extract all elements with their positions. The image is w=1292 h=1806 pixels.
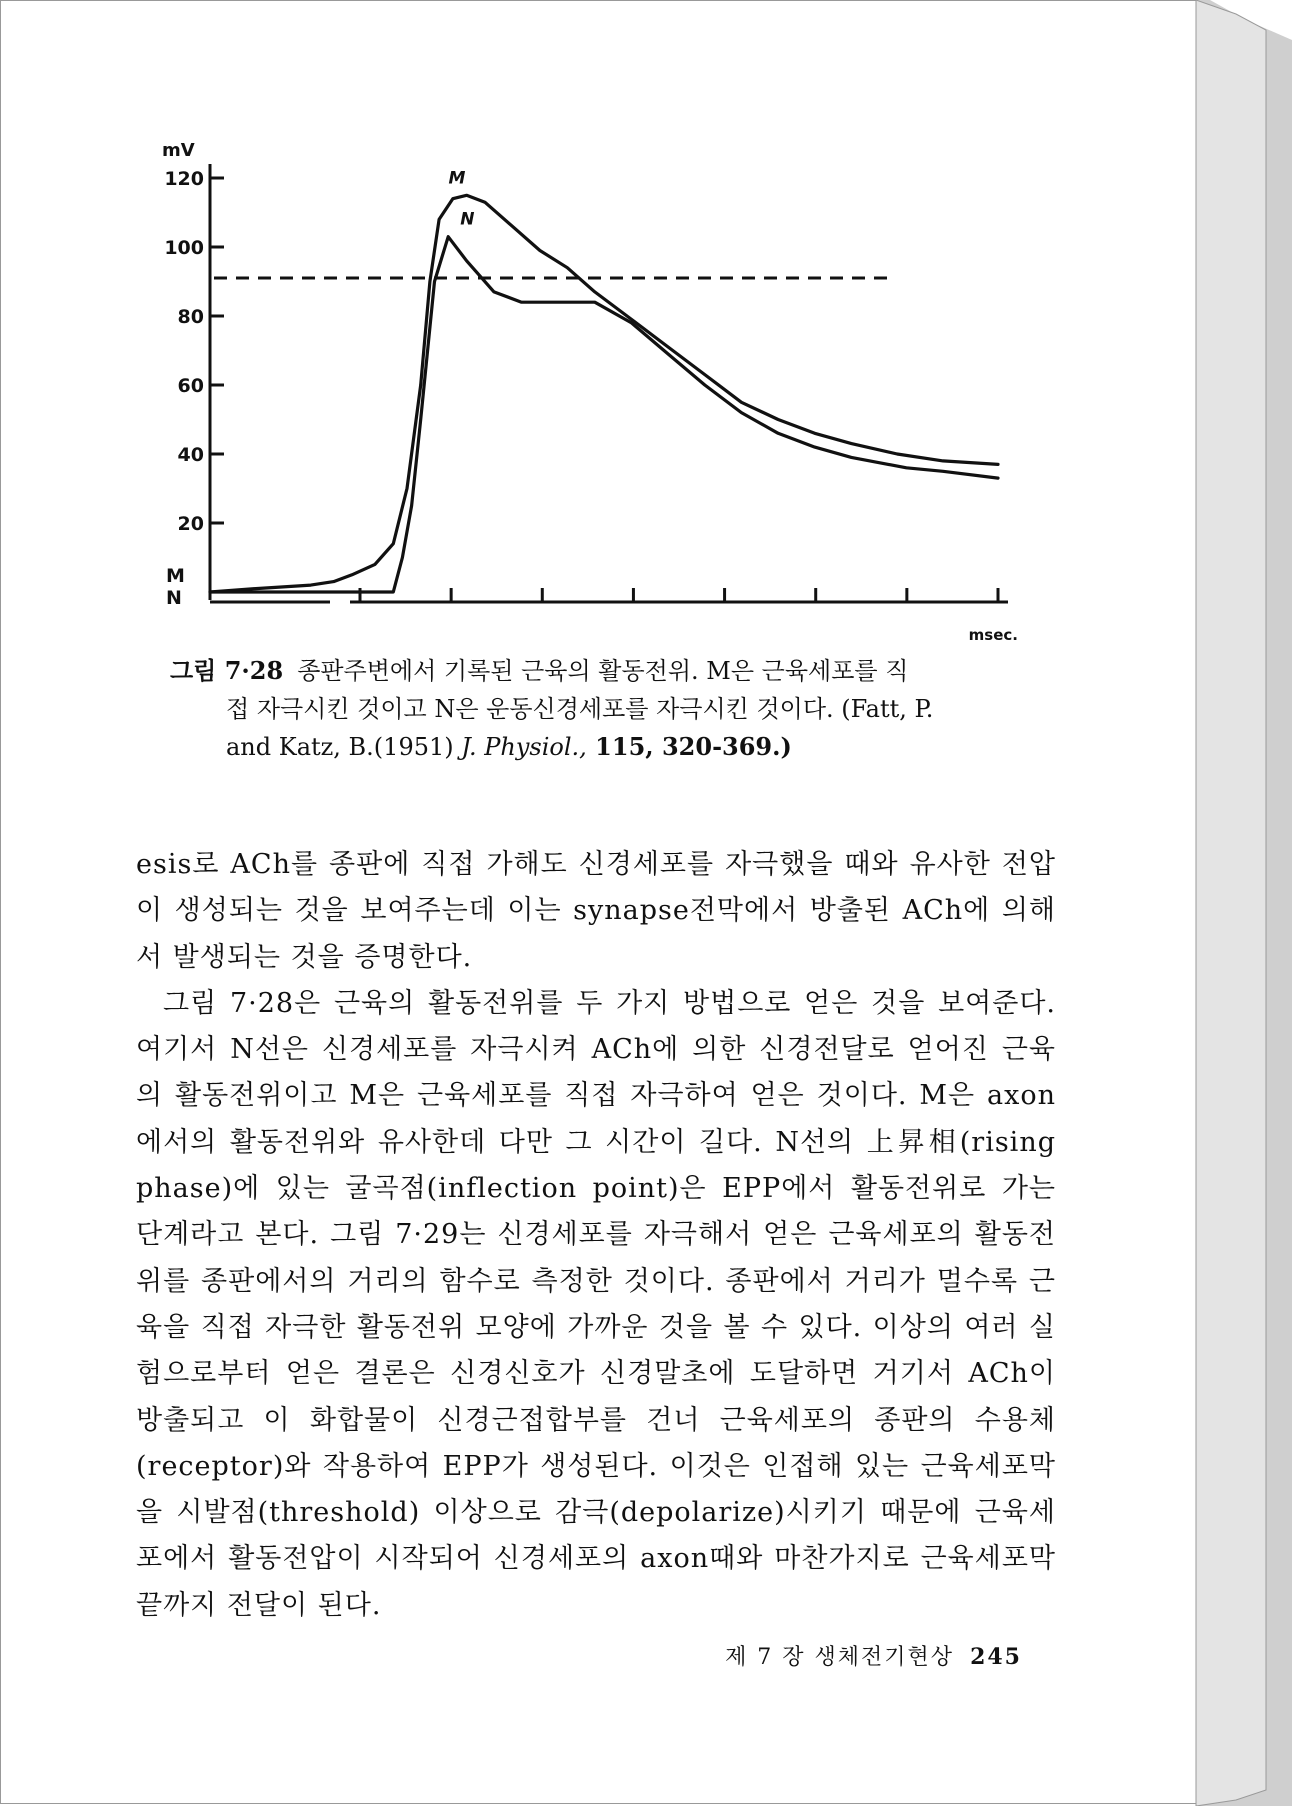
- caption-line-2: 접 자극시킨 것이고 N은 운동신경세포를 자극시킨 것이다. (Fatt, P.: [226, 695, 934, 723]
- page-footer: [725, 1640, 1022, 1671]
- series-label-m: M: [448, 168, 466, 189]
- series-label-n: N: [460, 209, 475, 230]
- y-tick-label: 60: [177, 375, 204, 397]
- baseline-label-n: N: [166, 587, 182, 609]
- series-line-n: [210, 237, 998, 592]
- action-potential-chart: [150, 130, 1018, 650]
- paragraph: esis로 ACh를 종판에 직접 가해도 신경세포를 자극했을 때와 유사한 전압이 생성되는 것을 보여주는데 이는 synapse전막에서 방출된 ACh에 의해서 발생되는 것을 증명한다.: [136, 849, 1056, 973]
- series-line-m: [210, 195, 998, 592]
- y-tick-label: 120: [164, 168, 204, 190]
- caption-citation: and Katz, B.(1951): [226, 733, 462, 761]
- x-axis-label: msec.: [968, 626, 1018, 644]
- journal-volume: 115, 320-369.): [586, 732, 792, 761]
- paragraph: 그림 7·28은 근육의 활동전위를 두 가지 방법으로 얻은 것을 보여준다. 여기서 N선은 신경세포를 자극시켜 ACh에 의한 신경전달로 얻어진 근육의 활동전위이고 M은 근육세포를 직접 자극하여 얻은 것이다. M은 axon에서의 활동전위와 유사한데 다만 그 시간이 길다. N선의 上昇相(rising phase)에 있는 굴곡점(inflection point)은 EPP에서 활동전위로 가는 단계라고 본다. 그림 7·29는 신경세포를 자극해서 얻은 근육세포의 활동전위를 종판에서의 거리의 함수로 측정한 것이다. 종판에서 거리가 멀수록 근육을 직접 자극한 활동전위 모양에 가까운 것을 볼 수 있다. 이상의 여러 실험으로부터 얻은 결론은 신경신호가 신경말초에 도달하면 거기서 ACh이 방출되고 이 화합물이 신경근접합부를 건너 근육세포의 종판의 수용체(receptor)와 작용하여 EPP가 생성된다. 이것은 인접해 있는 근육세포막을 시발점(threshold) 이상으로 감극(depolarize)시키기 때문에 근육세포에서 활동전압이 시작되어 신경세포의 axon때와 마찬가지로 근육세포막 끝까지 전달이 된다.: [136, 987, 1056, 1621]
- y-tick-label: 100: [164, 237, 204, 259]
- figure-caption: [170, 652, 1020, 766]
- page-edge: [1196, 0, 1292, 1806]
- y-axis-label: mV: [162, 140, 195, 161]
- baseline-label-m: M: [166, 565, 185, 587]
- y-tick-label: 20: [177, 513, 204, 535]
- chapter-title: 제 7 장 생체전기현상: [725, 1645, 955, 1670]
- journal-name: J. Physiol.,: [461, 733, 587, 761]
- caption-line-3: [170, 728, 1020, 766]
- y-tick-label: 80: [177, 306, 204, 328]
- figure-label: 그림 7·28: [170, 656, 284, 685]
- caption-line-1: 종판주변에서 기록된 근육의 활동전위. M은 근육세포를 직: [297, 657, 909, 685]
- body-text: [136, 842, 1056, 1629]
- page-number: 245: [970, 1644, 1022, 1670]
- y-tick-label: 40: [177, 444, 204, 466]
